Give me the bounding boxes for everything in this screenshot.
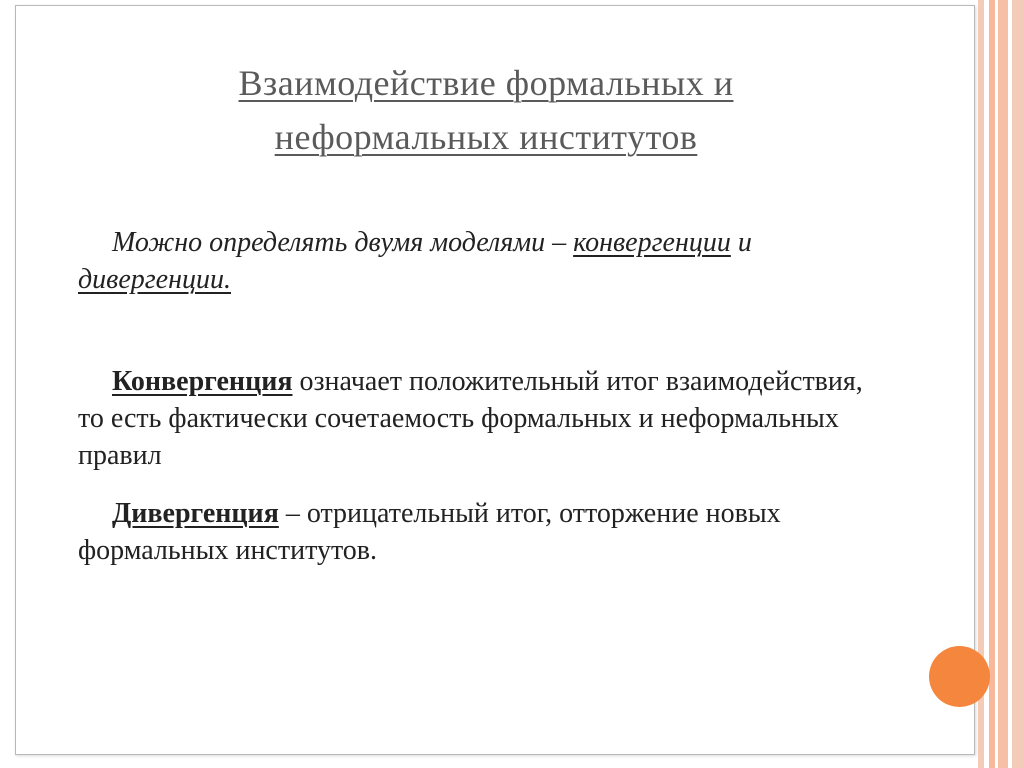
divergence-definition: – отрицательный итог, отторжение новых формальных институтов.: [78, 498, 781, 566]
divergence-term: Дивергенция: [112, 498, 279, 529]
slide-frame: [15, 5, 975, 755]
divergence-paragraph: [78, 495, 878, 569]
intro-text: Можно определять двумя моделями –: [112, 227, 574, 258]
intro-connector: и: [730, 227, 752, 258]
convergence-definition: означает положительный итог взаимодействия, то есть фактически сочетаемость формальных и неформальных правил: [78, 366, 863, 471]
slide-title: [76, 56, 896, 164]
convergence-term: Конвергенция: [112, 366, 293, 397]
decorative-orange-circle: [929, 646, 990, 707]
title-line-2: неформальных институтов: [274, 117, 698, 157]
decorative-stripe: [998, 0, 1008, 768]
title-line-1: Взаимодействие формальных и: [238, 63, 734, 103]
intro-term-divergence: дивергенции.: [78, 264, 231, 295]
intro-term-convergence: конвергенции: [573, 227, 731, 258]
intro-paragraph: [78, 224, 878, 298]
convergence-paragraph: [78, 363, 878, 474]
decorative-stripe: [1012, 0, 1024, 768]
